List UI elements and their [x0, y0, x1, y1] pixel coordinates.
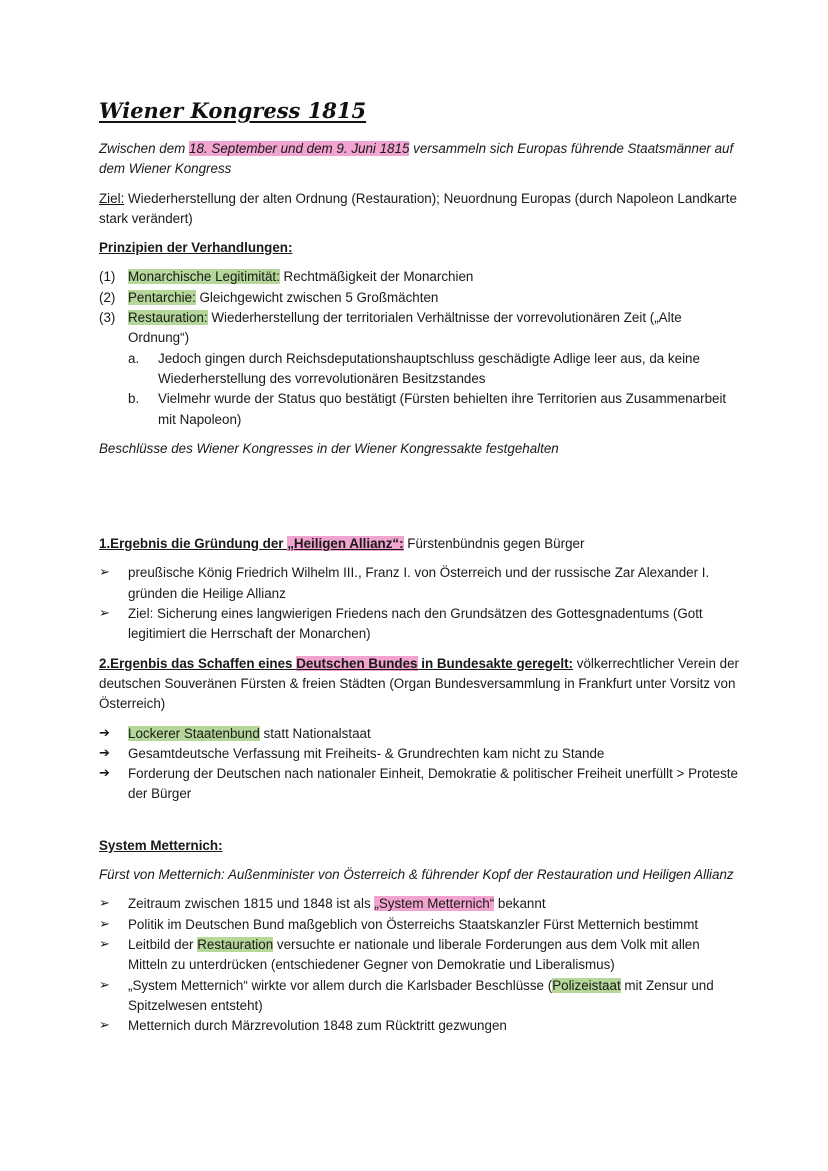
list-item	[99, 1016, 739, 1036]
bullet-text: Zeitraum zwischen 1815 und 1848 ist als	[128, 896, 375, 912]
prinzipien-heading: Prinzipien der Verhandlungen:	[99, 240, 293, 256]
bullet-text-end: versuchte er nationale und liberale Forderungen aus dem Volk mit allen Mitteln zu unterdrücken (entschiedener Gegner von Demokratie und Liberalismus)	[128, 936, 700, 973]
list-item	[99, 288, 739, 308]
term-highlight: Restauration:	[128, 310, 208, 326]
deutscher-bund-highlight: Deutschen Bundes	[296, 655, 418, 671]
bullet-text: Leitbild der	[128, 936, 198, 952]
bullet-icon: ➢	[99, 936, 110, 952]
list-item	[99, 604, 739, 645]
list-number: (2)	[99, 289, 116, 305]
bullet-icon: ➢	[99, 565, 110, 581]
ergebnis1-rest: Fürstenbündnis gegen Bürger	[403, 536, 585, 552]
bullet-icon: ➢	[99, 1018, 110, 1034]
page-title: Wiener Kongress 1815	[99, 98, 367, 123]
list-item	[99, 894, 739, 914]
ergebnis1-lead: 1.Ergebnis die Gründung der	[99, 536, 288, 552]
list-item	[99, 563, 739, 604]
metternich-list	[99, 894, 739, 1036]
list-item	[99, 935, 739, 976]
arrow-icon: ➔	[99, 766, 110, 782]
list-item	[99, 267, 739, 287]
ziel-text: Wiederherstellung der alten Ordnung (Restauration); Neuordnung Europas (durch Napoleon Landkarte stark verändert)	[99, 190, 737, 226]
ziel-paragraph	[99, 189, 739, 230]
metternich-heading: System Metternich:	[99, 837, 223, 853]
bullet-text: Politik im Deutschen Bund maßgeblich von Österreichs Staatskanzler Fürst Metternich bestimmt	[128, 916, 699, 932]
ergebnis2-lead: 2.Ergenbis das Schaffen eines	[99, 655, 297, 671]
prinzipien-list	[99, 267, 739, 429]
bullet-icon: ➢	[99, 896, 110, 912]
term-highlight: Monarchische Legitimität:	[128, 269, 280, 285]
bullet-text-end: bekannt	[494, 896, 546, 912]
ziel-label: Ziel:	[99, 190, 125, 206]
list-item	[99, 976, 739, 1017]
bullet-text: Ziel: Sicherung eines langwierigen Friedens nach den Grundsätzen des Gottesgnadentums (Gott legitimiert die Herrschaft der Monarchen)	[128, 606, 703, 642]
bullet-icon: ➢	[99, 916, 110, 932]
sub-list-item	[99, 389, 739, 430]
sub-text: Vielmehr wurde der Status quo bestätigt (Fürsten behielten ihre Territorien aus Zusammenarbeit mit Napoleon)	[158, 391, 727, 427]
list-item	[99, 744, 739, 764]
list-item	[99, 724, 739, 744]
arrow-text: statt Nationalstaat	[259, 725, 371, 741]
system-metternich-highlight: „System Metternich“	[374, 896, 495, 912]
intro-paragraph	[99, 139, 739, 180]
bullet-text: preußische König Friedrich Wilhelm III., Franz I. von Österreich und der russische Zar Alexander I. gründen die Heilige Allianz	[128, 565, 710, 601]
ergebnis2-lead2: in Bundesakte geregelt:	[417, 655, 574, 671]
document-page	[99, 98, 739, 1045]
bullet-text: Metternich durch Märzrevolution 1848 zum Rücktritt gezwungen	[128, 1018, 507, 1034]
beschluesse-note: Beschlüsse des Wiener Kongresses in der Wiener Kongressakte festgehalten	[99, 440, 559, 456]
list-item	[99, 915, 739, 935]
term-text: Rechtmäßigkeit der Monarchien	[279, 269, 474, 285]
sub-letter: a.	[128, 350, 140, 366]
list-number: (1)	[99, 269, 116, 285]
ergebnis1-list	[99, 563, 739, 644]
metternich-intro: Fürst von Metternich: Außenminister von Österreich & führender Kopf der Restauration und Heiligen Allianz	[99, 867, 734, 883]
term-highlight: Pentarchie:	[128, 289, 196, 305]
ergebnis1-heading	[99, 534, 739, 554]
bullet-text-end: mit Zensur und Spitzelwesen entsteht)	[128, 977, 714, 1013]
polizeistaat-highlight: Polizeistaat	[552, 977, 621, 993]
arrow-text: Forderung der Deutschen nach nationaler Einheit, Demokratie & politischer Freiheit unerfüllt > Proteste der Bürger	[128, 766, 738, 802]
sub-list-item	[99, 349, 739, 390]
intro-text: Zwischen dem	[99, 141, 190, 156]
heilige-allianz-highlight: „Heiligen Allianz“:	[287, 536, 404, 552]
arrow-icon: ➔	[99, 725, 110, 741]
arrow-text: Gesamtdeutsche Verfassung mit Freiheits- & Grundrechten kam nicht zu Stande	[128, 745, 605, 761]
bullet-icon: ➢	[99, 977, 110, 993]
ergebnis2-list	[99, 724, 739, 805]
bullet-icon: ➢	[99, 606, 110, 622]
sub-letter: b.	[128, 391, 140, 407]
term-text: Gleichgewicht zwischen 5 Großmächten	[195, 289, 439, 305]
bullet-text: „System Metternich“ wirkte vor allem durch die Karlsbader Beschlüsse (	[128, 977, 553, 993]
staatenbund-highlight: Lockerer Staatenbund	[128, 725, 260, 741]
restauration-highlight: Restauration	[197, 936, 274, 952]
intro-text-end: versammeln sich Europas führende Staatsmänner auf dem Wiener Kongress	[99, 141, 734, 177]
sub-text: Jedoch gingen durch Reichsdeputationshauptschluss geschädigte Adlige leer aus, da keine Wiederherstellung des vorrevolutionären Besitzstandes	[158, 350, 700, 386]
ergebnis2-paragraph	[99, 654, 739, 715]
date-highlight: 18. September und dem 9. Juni 1815	[189, 141, 410, 156]
list-item	[99, 764, 739, 805]
list-number: (3)	[99, 310, 116, 326]
arrow-icon: ➔	[99, 745, 110, 761]
list-item	[99, 308, 739, 349]
ergebnis2-rest: völkerrechtlicher Verein der deutschen Souveränen Fürsten & freien Städten (Organ Bundesversammlung in Frankfurt unter Vorsitz von Österreich)	[99, 655, 740, 712]
term-text: Wiederherstellung der territorialen Verhältnisse der vorrevolutionären Zeit („Alte Ordnung“)	[128, 310, 682, 346]
